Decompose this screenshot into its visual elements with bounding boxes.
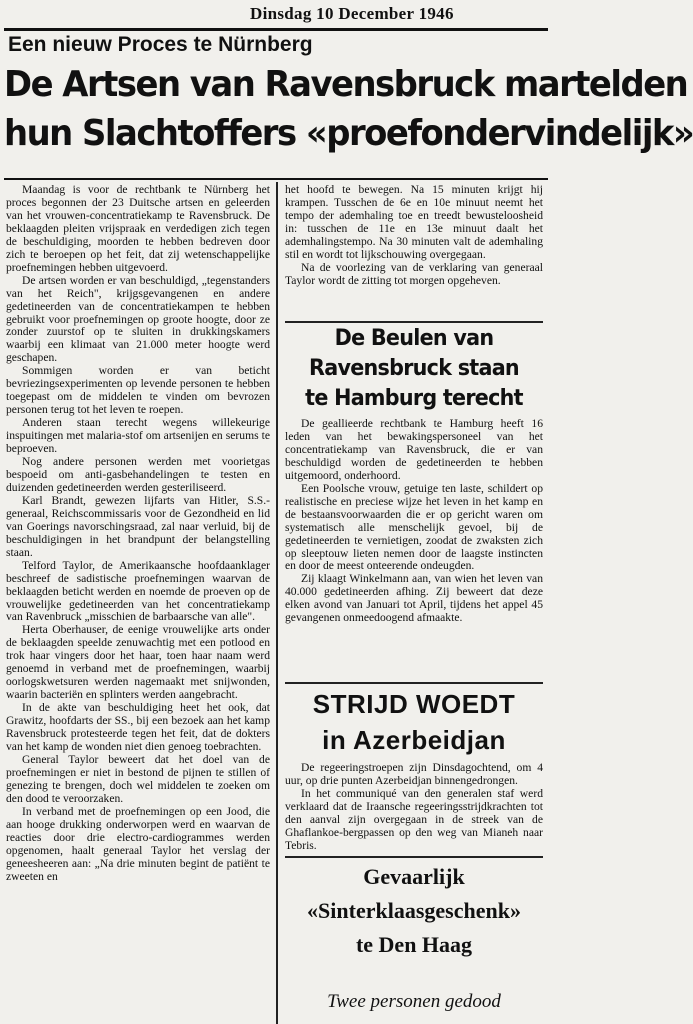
story2-body xyxy=(285,418,543,680)
left-paragraph: Maandag is voor de rechtbank te Nürnberg het proces begonnen der 23 Duitsche artsen en geleerden van het vrouwen-concentratiekamp te Ravensbruck. De beklaagden pleiten vrijspraak en verdedigen zich tegen de beschuldiging, moorden te hebben bedreven door zich te beroepen op het feit, dat zij wetenschappelijke proefnemingen hebben uitgevoerd. xyxy=(6,183,270,274)
right-paragraph: Na de voorlezing van de verklaring van generaal Taylor wordt de zitting tot morgen opgeheven. xyxy=(285,260,543,287)
right-paragraph: het hoofd te bewegen. Na 15 minuten krijgt hij krampen. Tusschen de 6e en 10e minuut neemt het tempo der ademhaling toe en treedt bewusteloosheid in: tusschen de 11e en 13e minuut daalt het ademhalingstempo. Na 30 minuten valt de ademhaling stil en wordt tot lijkschouwing overgegaan. xyxy=(285,183,543,261)
section-rule xyxy=(285,856,543,858)
headline-rule xyxy=(4,178,548,180)
story3-headline-line-2: in Azerbeidjan xyxy=(322,725,506,755)
story2-headline: De Beulen van Ravensbruck staan te Hamburg terecht xyxy=(305,325,523,411)
top-rule xyxy=(4,28,548,31)
story4-headline xyxy=(285,860,543,974)
story4-headline-line-1: Gevaarlijk xyxy=(363,864,465,889)
headline-line-1: De Artsen van Ravensbruck martelden xyxy=(4,64,688,105)
column-divider xyxy=(276,182,278,1024)
story3-paragraph: In het communiqué van den generalen staf werd verklaard dat de Iraansche regeeringsstrijdkrachten tot den aanval zijn overgegaan in de streek van de Ghaflankoe-bergpassen op den weg van Mianeh naar Tebris. xyxy=(285,786,543,852)
left-paragraph: Nog andere personen werden met voorietgas bespoeid om anti-gasbehandelingen te testen en duizenden gedetineerden werden gesteriliseerd. xyxy=(6,455,270,494)
left-paragraph: Sommigen worden er van beticht bevriezingsexperimenten op levende personen te hebben toegepast om de middelen te vinden om bevrozen personen terug tot het leven te roepen. xyxy=(6,364,270,417)
right-column-continuation xyxy=(285,184,543,320)
story4-subheadline: Twee personen gedood xyxy=(327,991,501,1012)
left-paragraph: De artsen worden er van beschuldigd, „tegenstanders van het Reich", krijgsgevangenen en andere gedetineerden van de concentratiekampen te hebben gebruikt voor proefnemingen op groote hoogte, door ze zonder zuurstof op te sluiten in drukkingskamers waarbij een klimaat van 21.000 meter hoogte werd geschapen. xyxy=(6,273,270,365)
left-paragraph: In verband met de proefnemingen op een Jood, die aan hooge drukking onderworpen werd en waarvan de reacties door drie electro-cardiogrammes werden opgenomen, haalt generaal Taylor het verslag der geneesheeren aan: „Na drie minuten begint de patiënt te zweeten en xyxy=(6,804,270,883)
story2-paragraph: Zij klaagt Winkelmann aan, van wien het leven van 40.000 gedetineerden afhing. Zij beweert dat deze elken avond van Januari tot April, tijdens het appel 45 gevangenen onmeedoogend afmaakte. xyxy=(285,572,543,625)
headline-line-2: hun Slachtoffers «proefondervindelijk» xyxy=(4,113,693,154)
dateline: Dinsdag 10 December 1946 xyxy=(250,4,454,23)
story3-paragraph: De regeeringstroepen zijn Dinsdagochtend, om 4 uur, op drie punten Azerbeidjan binnengedrongen. xyxy=(285,761,543,787)
story2-paragraph: De geallieerde rechtbank te Hamburg heeft 16 leden van het bewakingspersoneel van het concentratiekamp van Ravensbruck, die er van beschuldigd worden de gedetineerden te hebben uitgemoord, onderhoord. xyxy=(285,417,543,482)
story3-headline xyxy=(285,686,543,758)
story4-headline-line-3: te Den Haag xyxy=(355,932,473,957)
left-paragraph: Anderen staan terecht wegens willekeurige inspuitingen met malaria-stof om artsenijen en serums te beproeven. xyxy=(6,416,270,456)
left-paragraph: In de akte van beschuldiging heet het ook, dat Grawitz, hoofdarts der SS., bij een bezoek aan het kamp Ravensbruck protesteerde tegen het feit, dat de dokters van het kamp de wonden niet dien genoeg toebrachten. xyxy=(6,701,270,753)
left-paragraph: General Taylor beweert dat het doel van de proefnemingen er niet in bestond de pijnen te stillen of genezing te brengen, doch wel middelen te zoeken om den dood te veroorzaken. xyxy=(6,752,270,805)
left-paragraph: Karl Brandt, gewezen lijfarts van Hitler, S.S.-generaal, Reichscommissaris voor de Gezondheid en lid van Goerings navorschingsraad, zal naar verluid, bij de beschuldigingen in het brandpunt der belangstelling staan. xyxy=(6,493,270,559)
story3-headline-line-1: STRIJD WOEDT xyxy=(312,689,516,719)
left-paragraph: Herta Oberhauser, de eenige vrouwelijke arts onder de beklaagden speelde zenuwachtig met een potlood en trok haar vingers door het haar, toen haar naam werd genoemd in verband met de proefnemingen, waarbij oorlogskwetsuren werden nagemaakt met snijwonden, waarin bacteriën en splinters werden aangebracht. xyxy=(6,623,270,702)
left-column xyxy=(6,184,270,1022)
left-paragraph: Telford Taylor, de Amerikaansche hoofdaanklager beschreef de sadistische proefnemingen waarvan de beklaagden beticht werden en noemde de proeven op de vrouwelijke gedetineerden van het concentratiekamp van Ravenbruck „misschien de barbaarsche van alle". xyxy=(6,558,270,624)
story2-paragraph: Een Poolsche vrouw, getuige ten laste, schildert op realistische en preciese wijze het leven in het kamp en de bestaansvoorwaarden die er op gericht waren om systematisch alle menschelijk gevoel, bij de gedetineerden te vernietigen, zoodat de zwaksten zich op sleeptouw lieten nemen door de laagste instincten en door de meest onteerende ondeugden. xyxy=(285,481,543,573)
main-headline xyxy=(4,60,693,176)
kicker: Een nieuw Proces te Nürnberg xyxy=(8,33,313,56)
story4-headline-line-2: «Sinterklaasgeschenk» xyxy=(307,898,521,923)
section-rule xyxy=(285,682,543,684)
story3-body xyxy=(285,762,543,852)
